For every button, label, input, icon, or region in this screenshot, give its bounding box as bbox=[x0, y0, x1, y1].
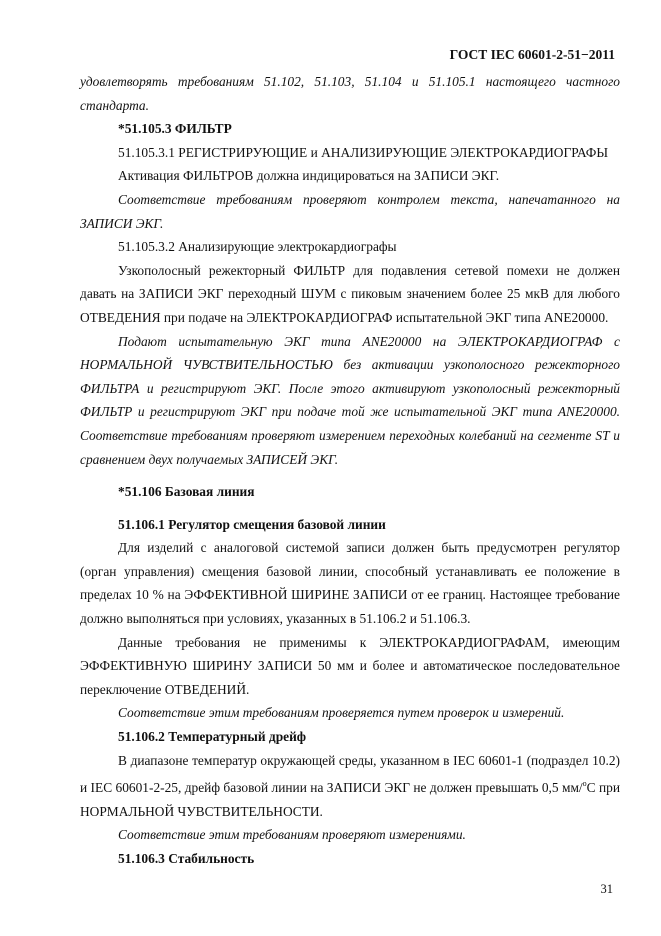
degree-sign: o bbox=[582, 779, 587, 789]
paragraph: Для изделий с аналоговой системой записи должен быть предусмотрен регулятор (орган управления) смещения базовой линии, способный устанавливать ее положение в пределах 10 % на ЭФФЕКТИВНОЙ ШИРИНЕ ЗАПИСИ от ее границ. Настоящее требование должно выполняться при условиях, указанных в 51.106.2 и 51.106.3. bbox=[80, 540, 620, 627]
subsection-heading: 51.105.3.2 Анализирующие электрокардиографы bbox=[118, 239, 397, 255]
section-heading: *51.106 Базовая линия bbox=[118, 484, 255, 500]
compliance-note: Соответствие этим требованиям проверяется путем проверок и измерений. bbox=[118, 705, 565, 721]
subsection-heading: 51.106.3 Стабильность bbox=[118, 851, 255, 866]
paragraph: Данные требования не применимы к ЭЛЕКТРОКАРДИОГРАФАМ, имеющим ЭФФЕКТИВНУЮ ШИРИНУ ЗАПИСИ 50 мм и более и автоматическое последовательное переключение ОТВЕДЕНИЙ. bbox=[80, 634, 620, 697]
compliance-note: Подают испытательную ЭКГ типа ANE20000 на ЭЛЕКТРОКАРДИОГРАФ с НОРМАЛЬНОЙ ЧУВСТВИТЕЛЬНОСТЬЮ без активации узкополосного режекторного ФИЛЬТРА и регистрируют ЭКГ. После этого активируют узкополосный режекторный ФИЛЬТР и регистрируют ЭКГ при подаче той же испытательной ЭКГ типа ANE20000. Соответствие требованиям проверяют измерением переходных колебаний на сегменте ST и сравнением двух получаемых ЗАПИСЕЙ ЭКГ. bbox=[80, 333, 620, 467]
paragraph: удовлетворять требованиям 51.102, 51.103, 51.104 и 51.105.1 настоящего частного стандарта. bbox=[80, 74, 620, 113]
paragraph-text: С при НОРМАЛЬНОЙ ЧУВСТВИТЕЛЬНОСТИ. bbox=[80, 780, 620, 819]
section-heading: *51.105.3 ФИЛЬТР bbox=[118, 121, 232, 137]
paragraph bbox=[80, 749, 620, 824]
compliance-note: Соответствие требованиям проверяют контролем текста, напечатанного на ЗАПИСИ ЭКГ. bbox=[80, 191, 620, 231]
document-body bbox=[80, 70, 620, 871]
subsection-heading: 51.106.2 Температурный дрейф bbox=[118, 729, 307, 745]
paragraph-text: В диапазоне температур окружающей среды, указанном в IEC 60601-1 (подраздел 10.2) и IEC 60601-2-25, дрейф базовой линии на ЗАПИСИ ЭКГ не должен превышать 0,5 мм/ bbox=[80, 752, 620, 796]
subsection-heading: 51.106.1 Регулятор смещения базовой линии bbox=[118, 516, 386, 532]
paragraph: Узкополосный режекторный ФИЛЬТР для подавления сетевой помехи не должен давать на ЗАПИСИ ЭКГ переходный ШУМ с пиковым значением более 25 мкВ для любого ОТВЕДЕНИЯ при подаче на ЭЛЕКТРОКАРДИОГРАФ испытательной ЭКГ типа ANE20000. bbox=[80, 262, 620, 325]
paragraph: Активация ФИЛЬТРОВ должна индицироваться на ЗАПИСИ ЭКГ. bbox=[118, 168, 500, 184]
subsection-heading: 51.105.3.1 РЕГИСТРИРУЮЩИЕ и АНАЛИЗИРУЮЩИЕ ЭЛЕКТРОКАРДИОГРАФЫ bbox=[118, 144, 609, 160]
document-header: ГОСТ IEC 60601-2-51−2011 bbox=[449, 47, 615, 62]
page-number: 31 bbox=[600, 882, 613, 896]
compliance-note: Соответствие этим требованиям проверяют измерениями. bbox=[118, 827, 466, 843]
